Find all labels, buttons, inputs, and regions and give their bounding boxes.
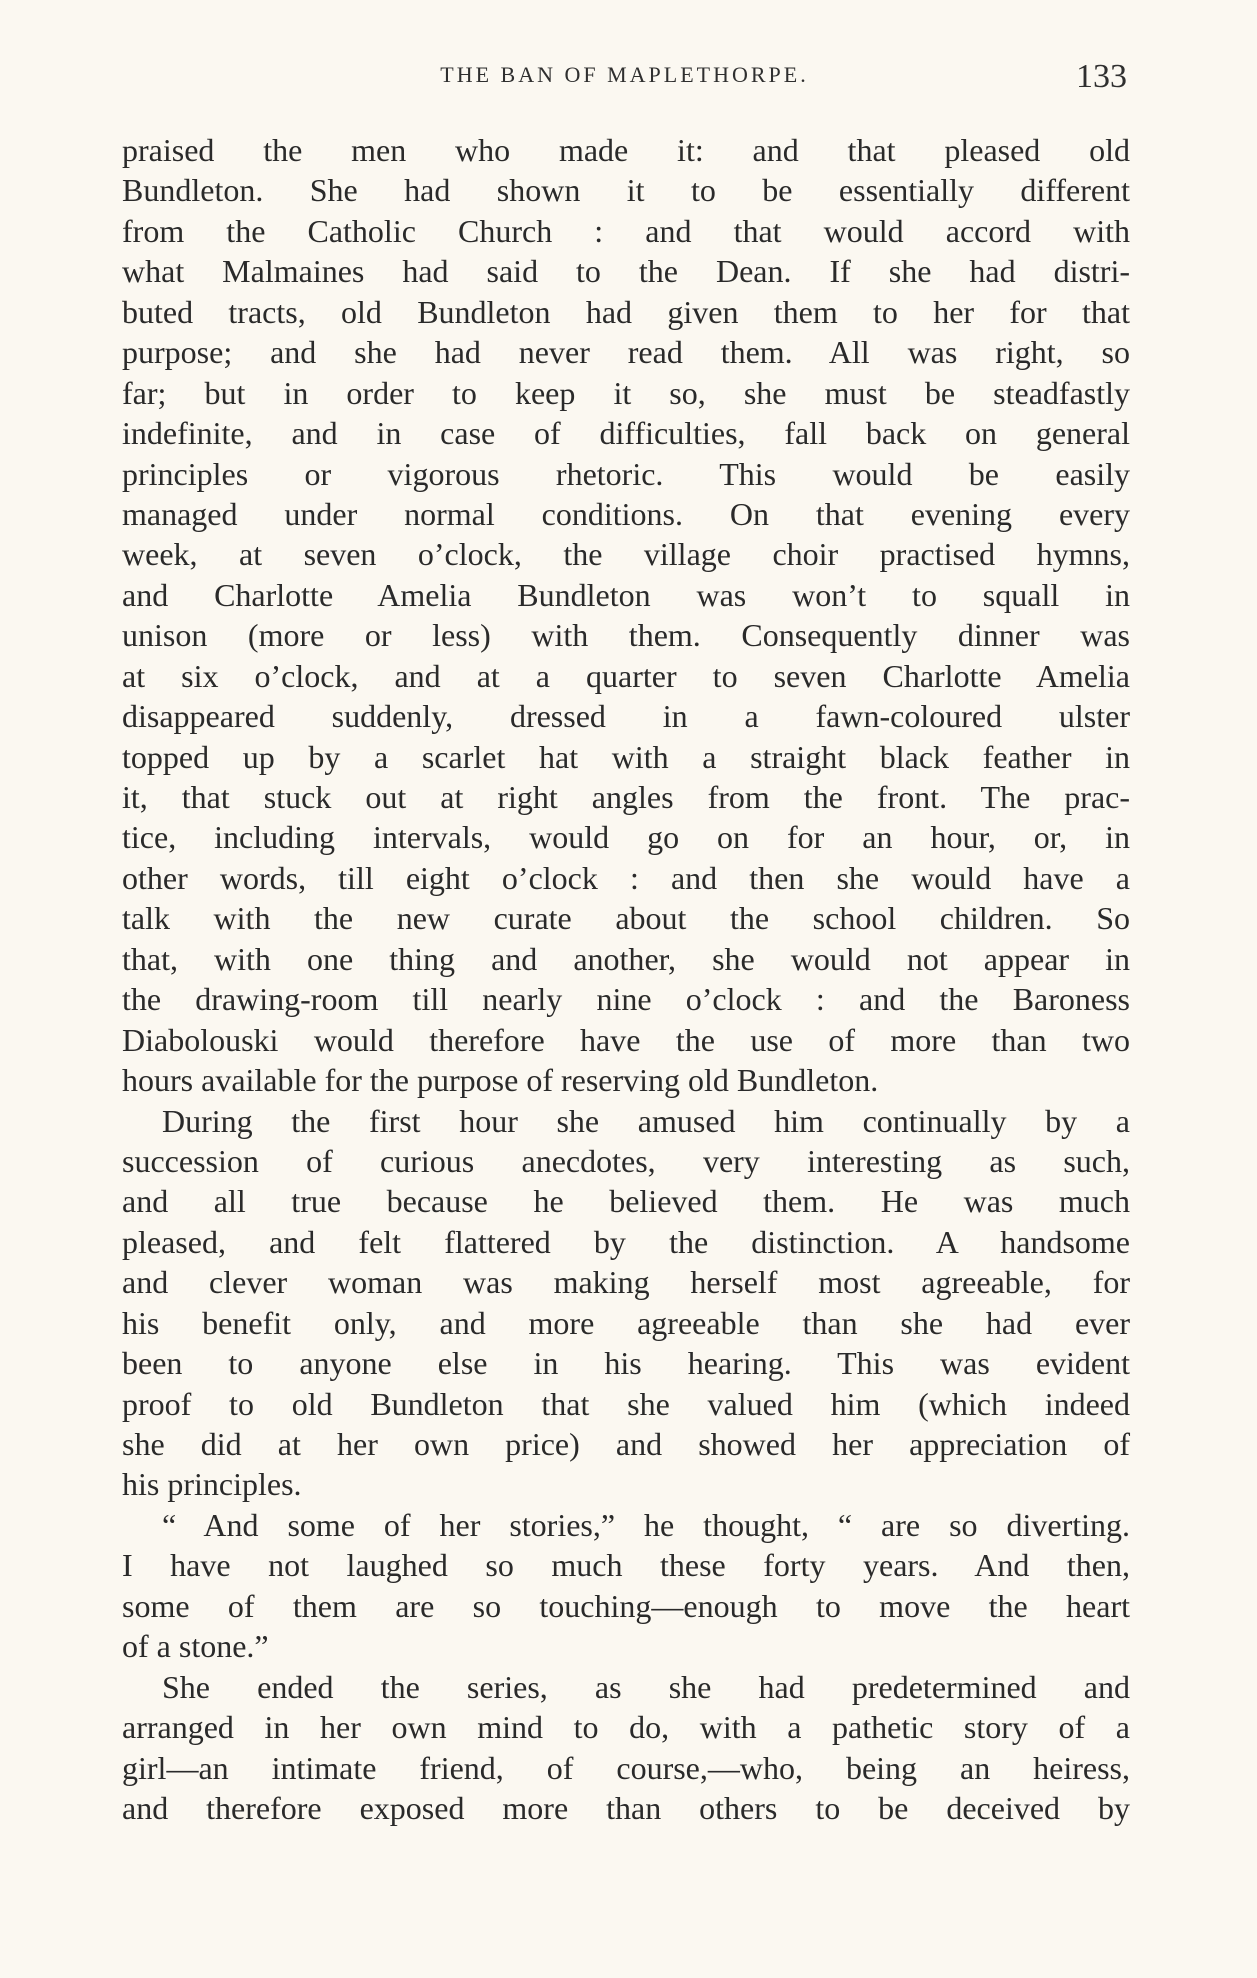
text-line: “ And some of her stories,” he thought, “ are so diverting. xyxy=(162,1506,1130,1543)
text-line: Diabolouski would therefore have the use of more than two xyxy=(122,1021,1130,1058)
text-line: managed under normal conditions. On that evening every xyxy=(122,495,1130,532)
text-line: girl—an intimate friend, of course,—who, being an heiress, xyxy=(122,1749,1130,1786)
text-line: purpose; and she had never read them. All was right, so xyxy=(122,334,1130,371)
text-line: I have not laughed so much these forty years. And then, xyxy=(122,1547,1130,1584)
text-line: his principles. xyxy=(122,1466,302,1503)
text-line: and therefore exposed more than others to be deceived by xyxy=(122,1789,1130,1826)
text-line: of a stone.” xyxy=(122,1628,269,1665)
page-number: 133 xyxy=(1076,58,1127,95)
text-line: She ended the series, as she had predetermined and xyxy=(162,1668,1130,1705)
text-line: it, that stuck out at right angles from the front. The prac- xyxy=(122,779,1130,815)
running-head xyxy=(122,58,1127,98)
text-line: his benefit only, and more agreeable than she had ever xyxy=(122,1304,1130,1341)
text-line: some of them are so touching—enough to move the heart xyxy=(122,1587,1130,1624)
text-line: Bundleton. She had shown it to be essentially different xyxy=(122,172,1130,209)
text-line: and all true because he believed them. He was much xyxy=(122,1183,1130,1220)
text-line: praised the men who made it: and that pleased old xyxy=(122,132,1130,168)
text-line: talk with the new curate about the school children. So xyxy=(122,900,1130,937)
text-line: from the Catholic Church : and that would accord with xyxy=(122,212,1130,249)
body-text xyxy=(122,130,1130,1828)
text-line: disappeared suddenly, dressed in a fawn-coloured ulster xyxy=(122,698,1130,735)
text-line: far; but in order to keep it so, she must be steadfastly xyxy=(122,374,1130,411)
text-line: week, at seven o’clock, the village choir practised hymns, xyxy=(122,536,1130,573)
text-line: principles or vigorous rhetoric. This would be easily xyxy=(122,455,1130,492)
text-line: other words, till eight o’clock : and then she would have a xyxy=(122,859,1130,896)
text-line: been to anyone else in his hearing. This was evident xyxy=(122,1345,1130,1382)
text-line: succession of curious anecdotes, very interesting as such, xyxy=(122,1142,1130,1179)
text-line: tice, including intervals, would go on for an hour, or, in xyxy=(122,819,1130,856)
text-line: unison (more or less) with them. Consequently dinner was xyxy=(122,617,1130,654)
text-line: arranged in her own mind to do, with a pathetic story of a xyxy=(122,1709,1130,1746)
text-line: at six o’clock, and at a quarter to seven Charlotte Amelia xyxy=(122,657,1130,694)
text-line: hours available for the purpose of reserving old Bundleton. xyxy=(122,1062,879,1099)
text-line: the drawing-room till nearly nine o’clock : and the Baroness xyxy=(122,981,1130,1018)
text-line: indefinite, and in case of difficulties, fall back on general xyxy=(122,415,1130,452)
text-line: pleased, and felt flattered by the distinction. A handsome xyxy=(122,1223,1130,1260)
text-line: what Malmaines had said to the Dean. If she had distri- xyxy=(122,253,1130,290)
text-line: topped up by a scarlet hat with a straight black feather in xyxy=(122,738,1130,775)
text-line: During the first hour she amused him continually by a xyxy=(162,1102,1130,1139)
text-line: and Charlotte Amelia Bundleton was won’t to squall in xyxy=(122,576,1130,613)
text-line: that, with one thing and another, she would not appear in xyxy=(122,940,1130,977)
text-line: and clever woman was making herself most agreeable, for xyxy=(122,1264,1130,1301)
text-line: proof to old Bundleton that she valued him (which indeed xyxy=(122,1385,1130,1422)
running-title: THE BAN OF MAPLETHORPE. xyxy=(440,62,809,87)
text-line: buted tracts, old Bundleton had given them to her for that xyxy=(122,293,1130,330)
text-line: she did at her own price) and showed her appreciation of xyxy=(122,1426,1130,1462)
